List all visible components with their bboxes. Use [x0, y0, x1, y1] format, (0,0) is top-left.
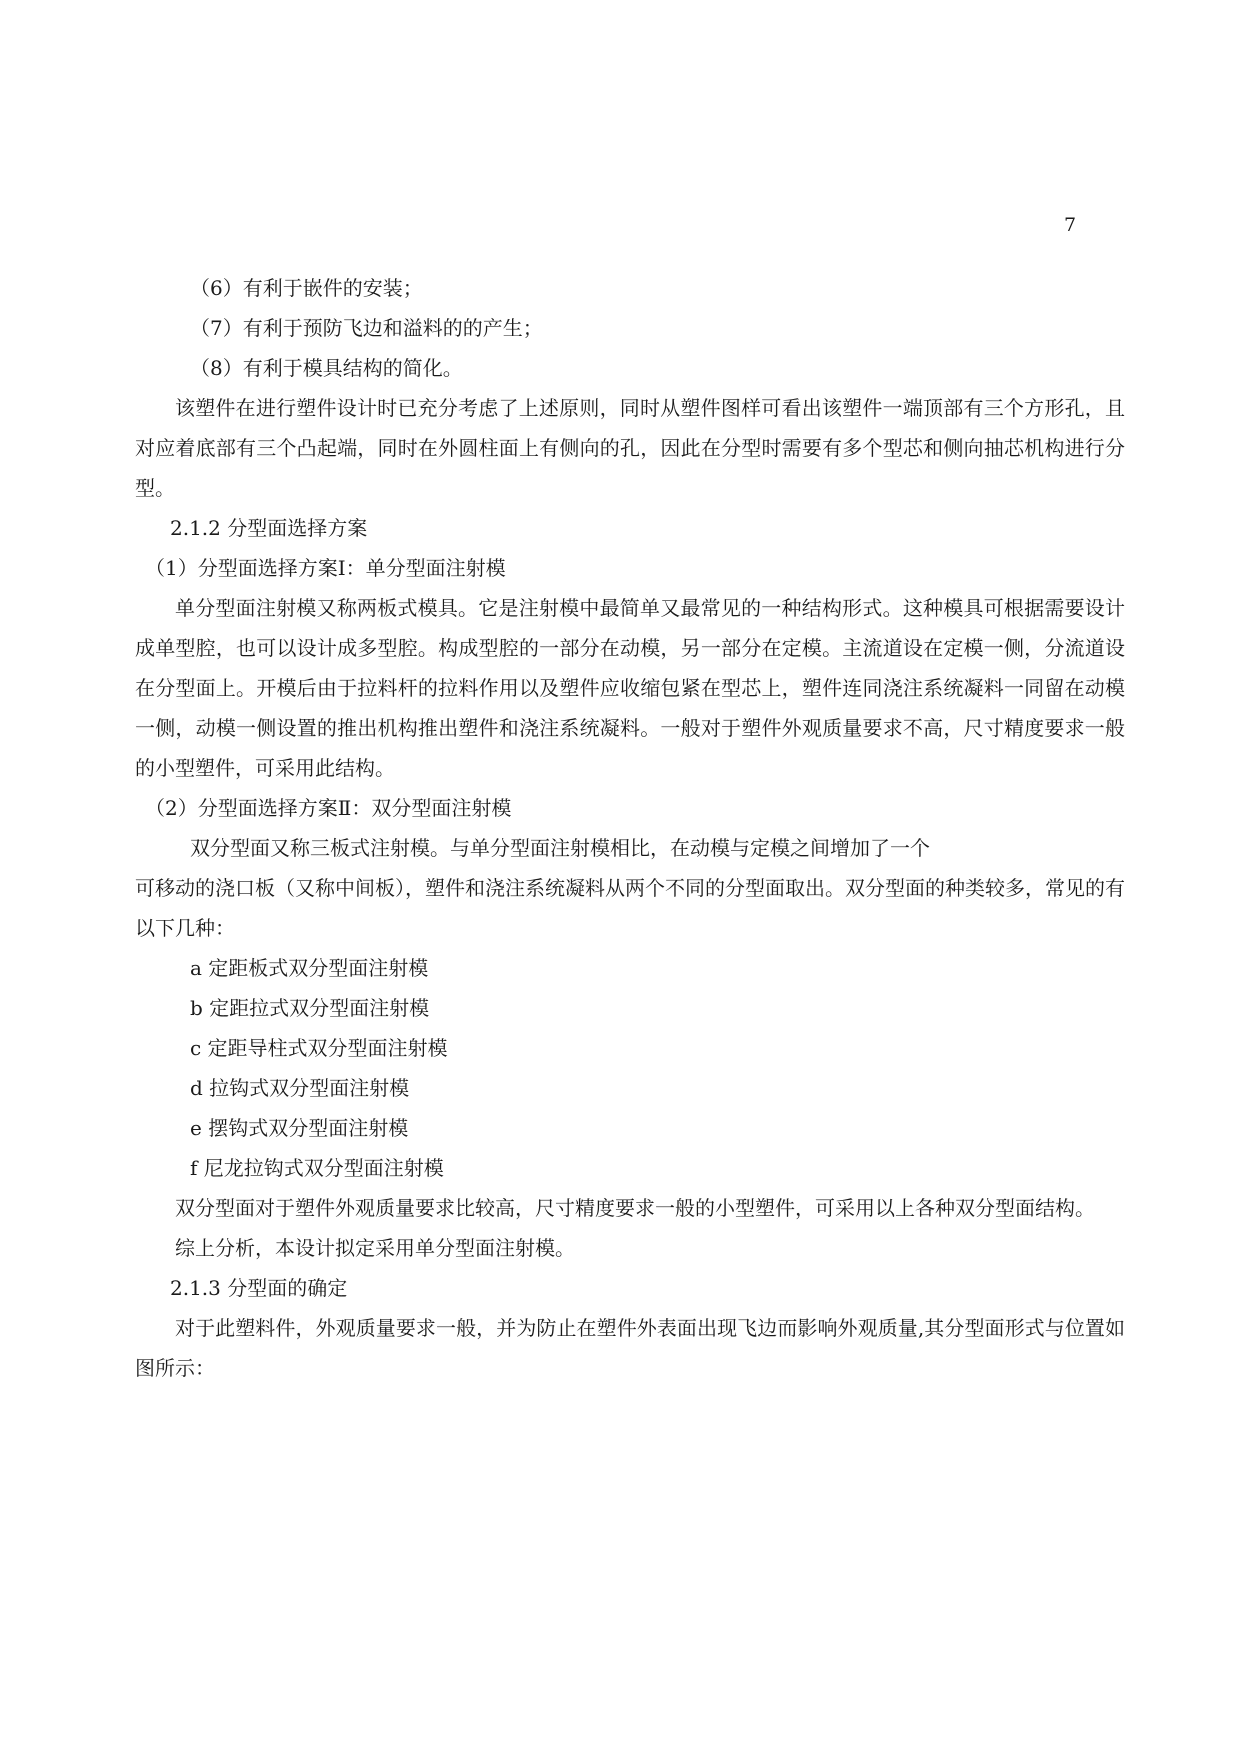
type-item-b: b 定距拉式双分型面注射模 — [190, 996, 430, 1020]
scheme-2-title: （2）分型面选择方案Ⅱ：双分型面注射模 — [145, 796, 512, 820]
section-heading-2-1-2: 2.1.2 分型面选择方案 — [170, 516, 368, 540]
type-item-e: e 摆钩式双分型面注射模 — [190, 1116, 409, 1140]
determination-paragraph: 对于此塑料件，外观质量要求一般，并为防止在塑件外表面出现飞边而影响外观质量,其分型面形式与位置如图所示： — [135, 1316, 1125, 1380]
type-item-d: d 拉钩式双分型面注射模 — [190, 1076, 410, 1100]
type-item-c: c 定距导柱式双分型面注射模 — [190, 1036, 448, 1060]
type-item-a: a 定距板式双分型面注射模 — [190, 956, 429, 980]
section-heading-2-1-3: 2.1.3 分型面的确定 — [170, 1276, 348, 1300]
scheme-2-paragraph: 可移动的浇口板（又称中间板），塑件和浇注系统凝料从两个不同的分型面取出。双分型面的种类较多，常见的有以下几种： — [135, 876, 1125, 940]
document-body — [135, 268, 1125, 1388]
conclusion-paragraph: 综上分析，本设计拟定采用单分型面注射模。 — [175, 1236, 575, 1260]
scheme-2-summary: 双分型面对于塑件外观质量要求比较高，尺寸精度要求一般的小型塑件，可采用以上各种双分型面结构。 — [175, 1196, 1095, 1220]
principle-item-6: （6）有利于嵌件的安装； — [190, 276, 423, 300]
scheme-2-first-line: 双分型面又称三板式注射模。与单分型面注射模相比，在动模与定模之间增加了一个 — [190, 836, 930, 860]
type-item-f: f 尼龙拉钩式双分型面注射模 — [190, 1156, 444, 1180]
scheme-1-title: （1）分型面选择方案Ⅰ：单分型面注射模 — [145, 556, 506, 580]
page-number: 7 — [1064, 214, 1077, 236]
intro-paragraph: 该塑件在进行塑件设计时已充分考虑了上述原则，同时从塑件图样可看出该塑件一端顶部有三个方形孔，且对应着底部有三个凸起端，同时在外圆柱面上有侧向的孔，因此在分型时需要有多个型芯和侧向抽芯机构进行分型。 — [135, 396, 1125, 500]
principle-item-8: （8）有利于模具结构的简化。 — [190, 356, 463, 380]
scheme-1-paragraph: 单分型面注射模又称两板式模具。它是注射模中最简单又最常见的一种结构形式。这种模具可根据需要设计成单型腔，也可以设计成多型腔。构成型腔的一部分在动模，另一部分在定模。主流道设在定模一侧，分流道设在分型面上。开模后由于拉料杆的拉料作用以及塑件应收缩包紧在型芯上，塑件连同浇注系统凝料一同留在动模一侧，动模一侧设置的推出机构推出塑件和浇注系统凝料。一般对于塑件外观质量要求不高，尺寸精度要求一般的小型塑件，可采用此结构。 — [135, 596, 1125, 780]
principle-item-7: （7）有利于预防飞边和溢料的的产生； — [190, 316, 543, 340]
